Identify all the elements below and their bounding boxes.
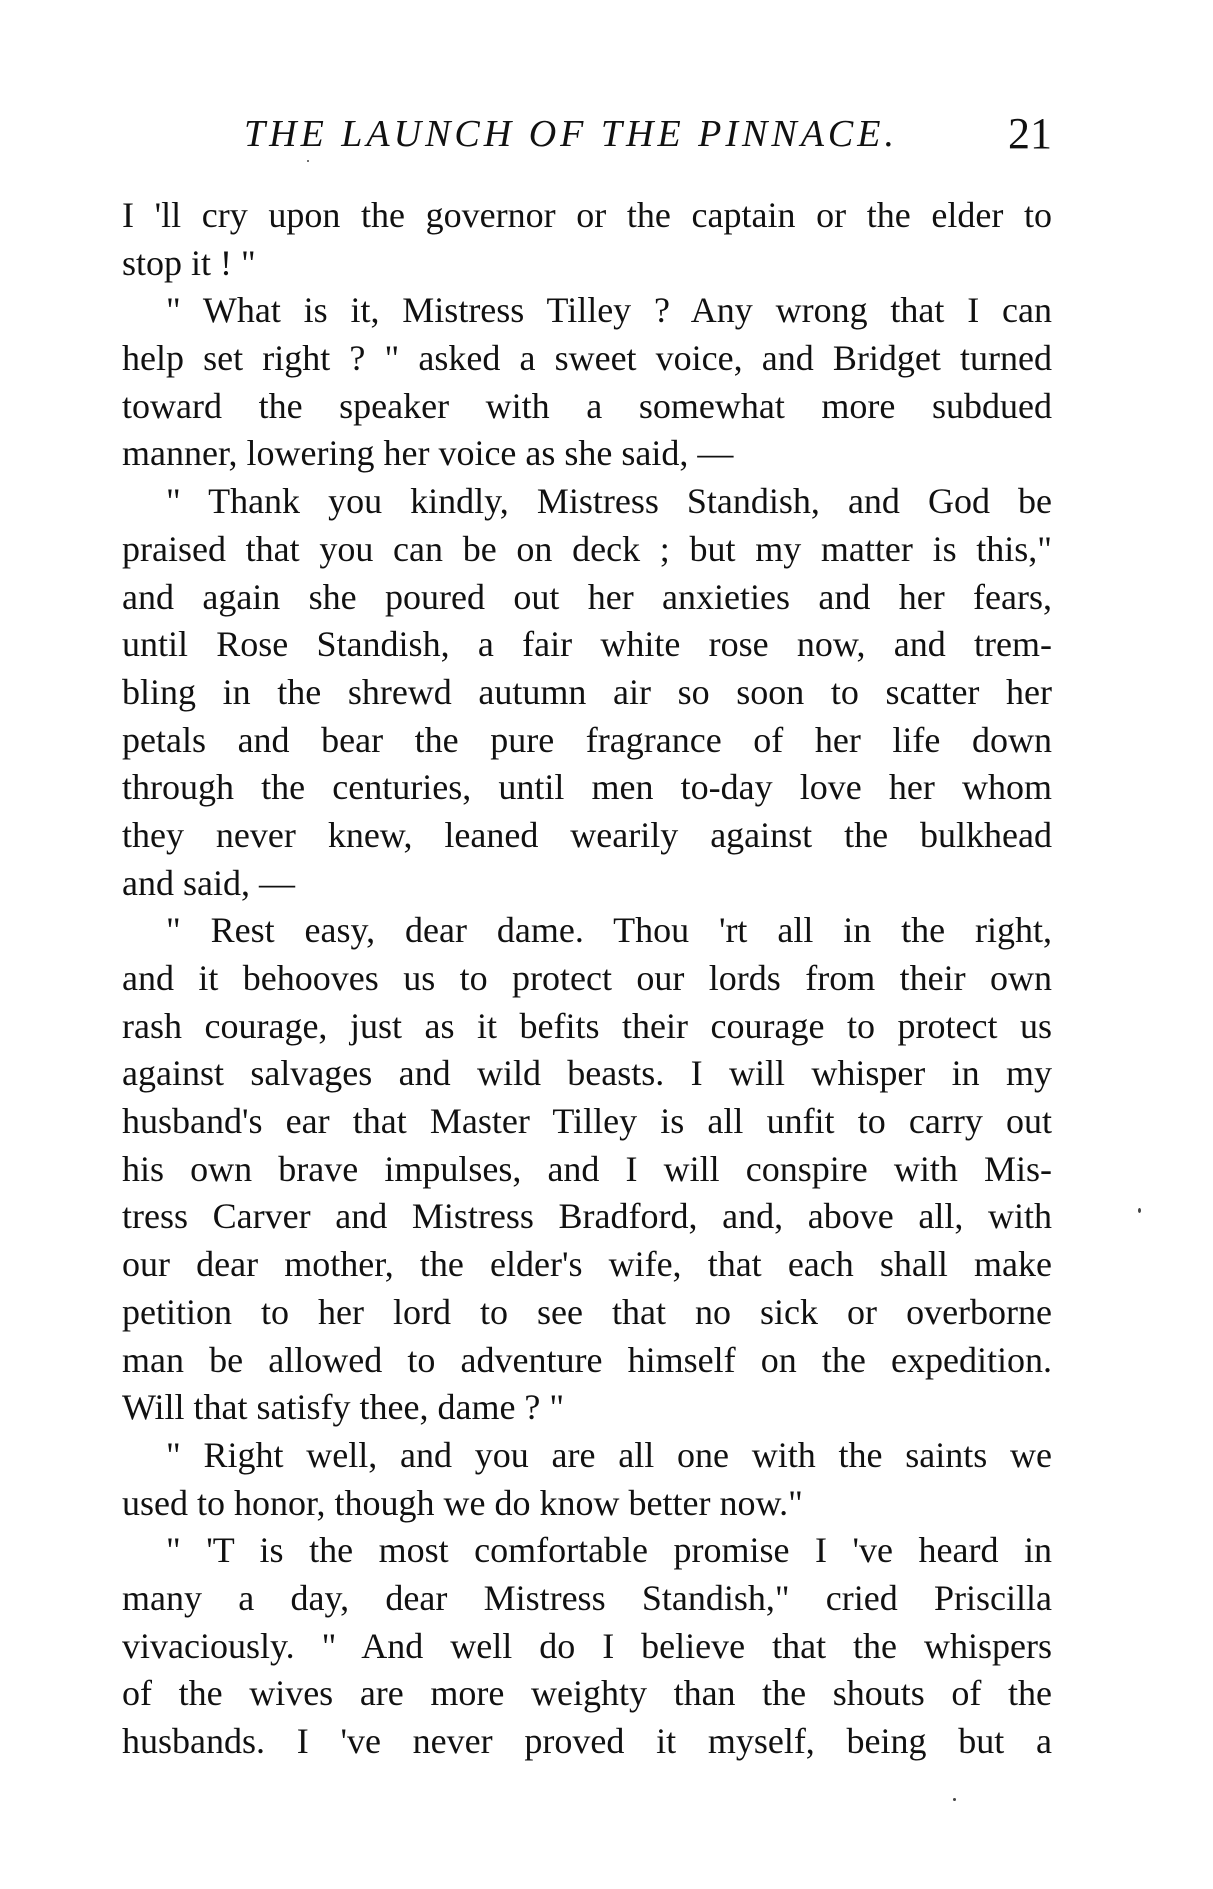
text-line: his own brave impulses, and I will conspire with Mis- <box>122 1148 1052 1189</box>
text-line: many a day, dear Mistress Standish," cried Priscilla <box>122 1577 1052 1618</box>
text-line: and said, — <box>122 862 295 903</box>
text-line: manner, lowering her voice as she said, — <box>122 433 734 474</box>
body-text <box>122 192 1052 1766</box>
text-line: of the wives are more weighty than the shouts of the <box>122 1673 1052 1714</box>
text-line: man be allowed to adventure himself on the expedition. <box>122 1339 1052 1380</box>
text-line: husband's ear that Master Tilley is all unfit to carry out <box>122 1101 1052 1142</box>
text-line: bling in the shrewd autumn air so soon to scatter her <box>122 671 1052 712</box>
text-line: husbands. I 've never proved it myself, being but a <box>122 1721 1052 1761</box>
text-line: against salvages and wild beasts. I will whisper in my <box>122 1053 1052 1094</box>
text-line: " Rest easy, dear dame. Thou 'rt all in the right, <box>166 910 1052 951</box>
text-line: " Thank you kindly, Mistress Standish, and God be <box>166 481 1052 522</box>
text-line: " What is it, Mistress Tilley ? Any wrong that I can <box>166 290 1052 331</box>
text-line: Will that satisfy thee, dame ? " <box>122 1387 565 1428</box>
text-line: our dear mother, the elder's wife, that each shall make <box>122 1244 1052 1285</box>
running-head <box>122 109 1052 162</box>
text-line: " 'T is the most comfortable promise I 've heard in <box>166 1530 1052 1571</box>
text-line: " Right well, and you are all one with the saints we <box>166 1434 1052 1475</box>
print-speck <box>307 160 309 162</box>
text-line: used to honor, though we do know better now." <box>122 1482 803 1523</box>
text-line: praised that you can be on deck ; but my matter is this," <box>122 528 1052 569</box>
running-head-title: THE LAUNCH OF THE PINNACE. <box>244 113 898 155</box>
text-line: vivaciously. " And well do I believe that the whispers <box>122 1625 1052 1666</box>
page-number: 21 <box>1008 109 1052 158</box>
text-line: until Rose Standish, a fair white rose now, and trem- <box>122 624 1052 665</box>
text-line: tress Carver and Mistress Bradford, and, above all, with <box>122 1196 1052 1237</box>
text-line: petals and bear the pure fragrance of her life down <box>122 719 1052 760</box>
text-line: rash courage, just as it befits their courage to protect us <box>122 1005 1052 1046</box>
text-line: through the centuries, until men to-day love her whom <box>122 767 1052 808</box>
print-speck <box>1138 1208 1141 1213</box>
text-line: I 'll cry upon the governor or the captain or the elder to <box>122 195 1052 235</box>
text-line: petition to her lord to see that no sick or overborne <box>122 1291 1052 1332</box>
text-line: toward the speaker with a somewhat more subdued <box>122 385 1052 426</box>
text-line: they never knew, leaned wearily against the bulkhead <box>122 814 1052 855</box>
text-line: and again she poured out her anxieties and her fears, <box>122 576 1052 617</box>
text-line: help set right ? " asked a sweet voice, and Bridget turned <box>122 338 1052 379</box>
text-line: stop it ! " <box>122 242 256 283</box>
text-line: and it behooves us to protect our lords from their own <box>122 958 1052 998</box>
print-speck <box>953 1798 956 1801</box>
